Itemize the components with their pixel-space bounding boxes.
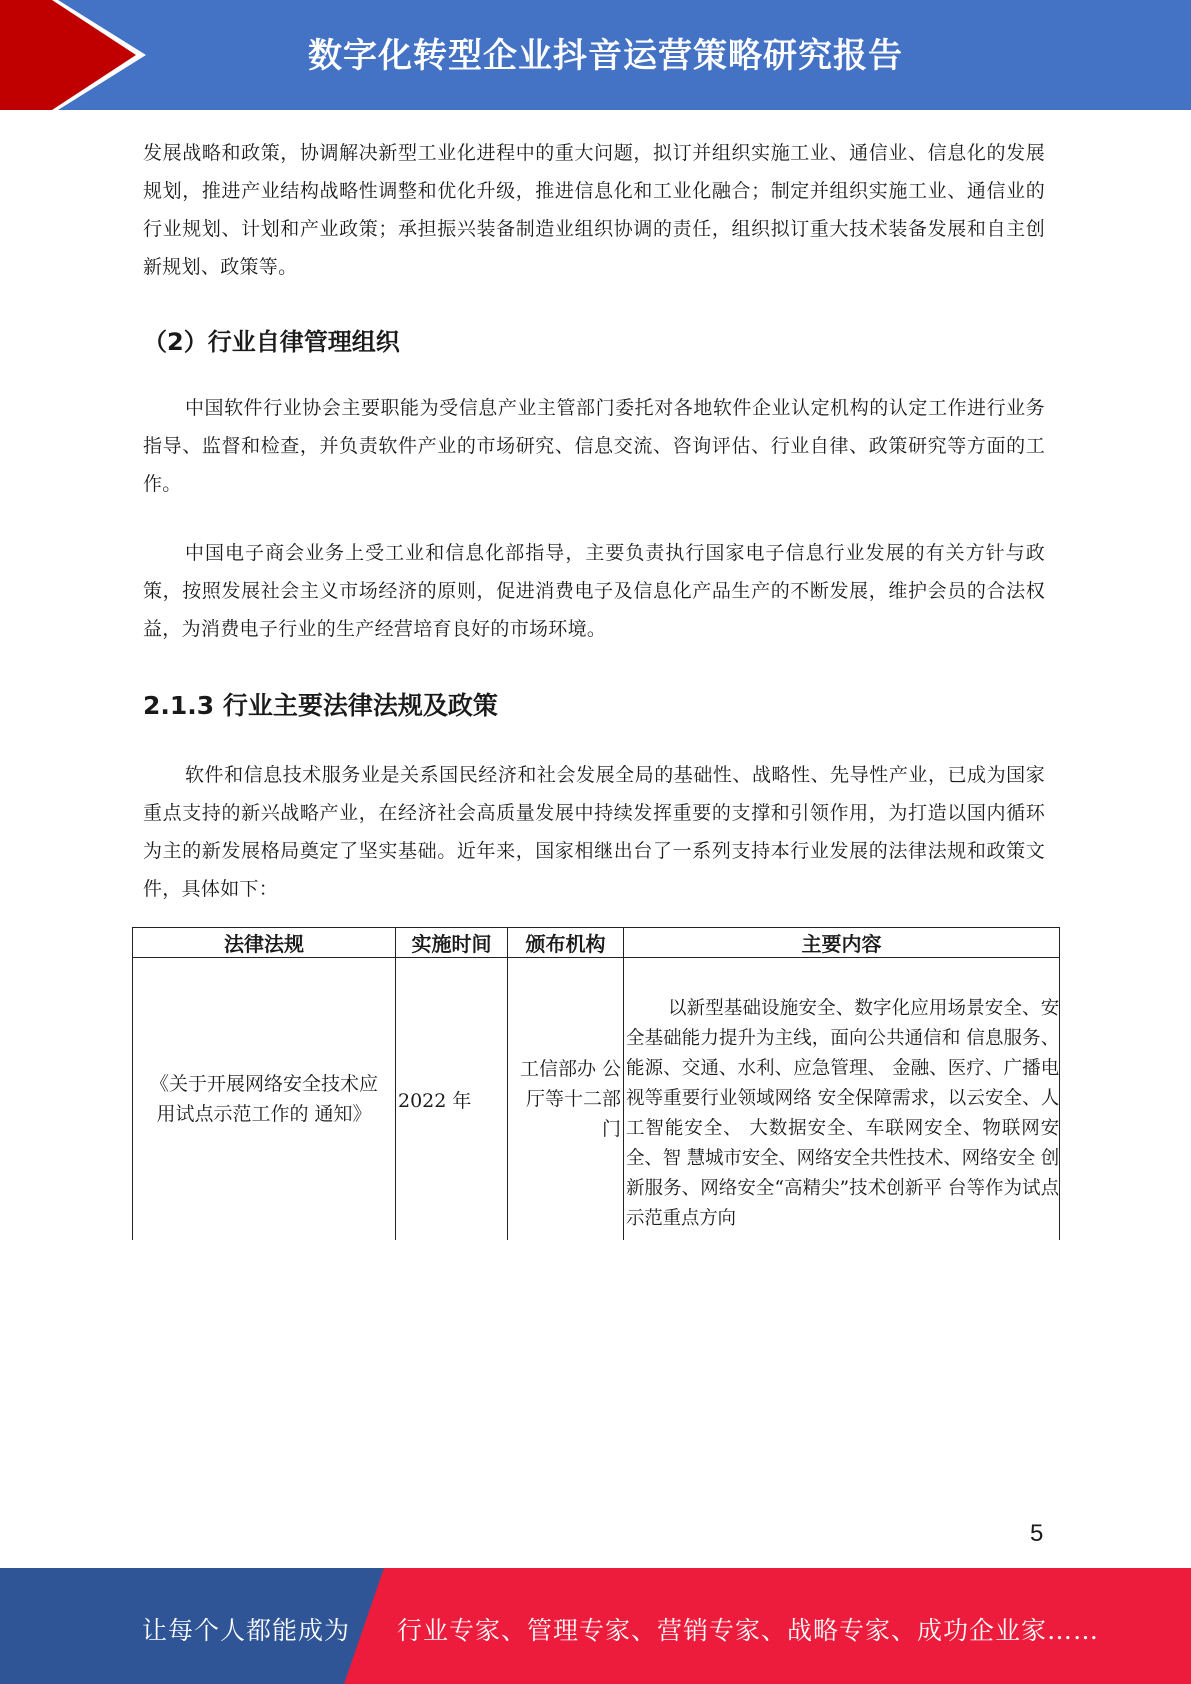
column-header-org: 颁布机构 [508, 928, 624, 958]
paragraph-electronics-chamber: 中国电子商会业务上受工业和信息化部指导，主要负责执行国家电子信息行业发展的有关方针与政策，按照发展社会主义市场经济的原则，促进消费电子及信息化产品生产的不断发展，维护会员的合法权益，为消费电子行业的生产经营培育良好的市场环境。 [143, 542, 1045, 640]
cell-law-name: 《关于开展网络安全技术应用试点示范工作的 通知》 [133, 958, 396, 1241]
page-footer [0, 1568, 1191, 1684]
footer-slogan-left: 让每个人都能成为 [142, 1616, 351, 1645]
paragraph-industry-overview: 软件和信息技术服务业是关系国民经济和社会发展全局的基础性、战略性、先导性产业，已成为国家重点支持的新兴战略产业，在经济社会高质量发展中持续发挥重要的支撑和引领作用，为打造以国内循环为主的新发展格局奠定了坚实基础。近年来，国家相继出台了一系列支持本行业发展的法律法规和政策文件，具体如下： [143, 764, 1045, 900]
page-header [0, 0, 1191, 110]
paragraph-continued: 发展战略和政策，协调解决新型工业化进程中的重大问题，拟订并组织实施工业、通信业、信息化的发展规划，推进产业结构战略性调整和优化升级，推进信息化和工业化融合；制定并组织实施工业、通信业的行业规划、计划和产业政策；承担振兴装备制造业组织协调的责任，组织拟订重大技术装备发展和自主创新规划、政策等。 [143, 142, 1045, 278]
table-header-row [133, 928, 1060, 958]
document-title: 数字化转型企业抖音运营策略研究报告 [308, 36, 903, 76]
laws-policy-table [132, 927, 1060, 1240]
cell-main-content: 以新型基础设施安全、数字化应用场景安全、安全基础能力提升为主线，面向公共通信和 信息服务、能源、交通、水利、应急管理、 金融、医疗、广播电视等重要行业领域网络 安全保障需求，以云安全、人工智能安全、 大数据安全、车联网安全、物联网安全、智 慧城市安全、网络安全共性技术、网络安全 创新服务、网络安全“高精尖”技术创新平 台等作为试点示范重点方向 [624, 958, 1060, 1241]
paragraph-software-association: 中国软件行业协会主要职能为受信息产业主管部门委托对各地软件企业认定机构的认定工作进行业务指导、监督和检查，并负责软件产业的市场研究、信息交流、咨询评估、行业自律、政策研究等方面的工作。 [143, 397, 1045, 495]
footer-slogan-right: 行业专家、管理专家、营销专家、战略专家、成功企业家…… [397, 1616, 1100, 1645]
cell-effective-time: 2022 年 [396, 958, 508, 1241]
subheading-self-regulation: （2）行业自律管理组织 [143, 328, 400, 356]
cell-issuing-org: 工信部办 公厅等十二部门 [508, 958, 624, 1241]
section-heading-laws: 2.1.3 行业主要法律法规及政策 [143, 691, 498, 720]
column-header-time: 实施时间 [396, 928, 508, 958]
column-header-law: 法律法规 [133, 928, 396, 958]
table-row [133, 958, 1060, 1241]
column-header-content: 主要内容 [624, 928, 1060, 958]
page-content [143, 134, 1045, 908]
page-number: 5 [1030, 1520, 1044, 1547]
